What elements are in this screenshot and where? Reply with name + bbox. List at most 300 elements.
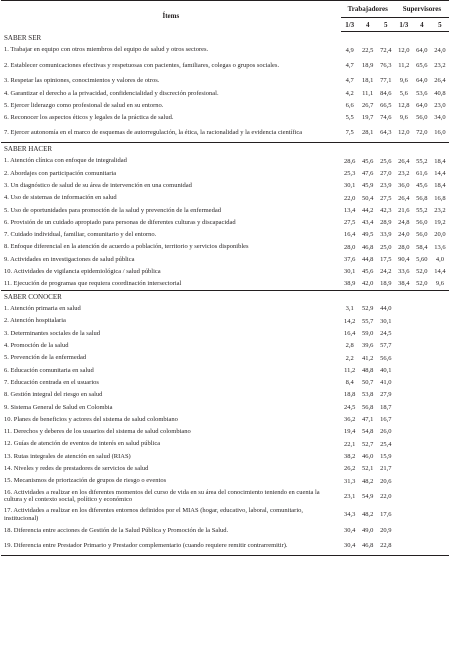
worker-percentage-cell: 27,5 (380, 194, 392, 202)
item-label: 2. Establecer comunicaciones efectivas y respetuosas con pacientes, familiares, colegas o grupos sociales. (4, 61, 280, 69)
supervisor-percentage-cell (431, 401, 449, 413)
supervisor-percentage-cell (395, 327, 413, 339)
worker-percentage-cell: 49,0 (362, 526, 374, 534)
supervisor-percentage-cell: 28,0 (398, 243, 410, 251)
supervisor-percentage-cell: 20,0 (434, 231, 446, 239)
table-row (1, 487, 449, 506)
section-header-row (1, 290, 449, 303)
worker-percentage-cell: 45,6 (362, 268, 374, 276)
item-label: 14. Niveles y redes de prestadores de servicios de salud (4, 465, 149, 473)
supervisor-percentage-cell (413, 450, 431, 462)
item-label: 6. Provisión de un cuidado apropiado para personas de diferentes culturas y discapacidad (4, 218, 236, 226)
supervisor-percentage-cell: 56,0 (416, 231, 428, 239)
worker-percentage-cell: 27,0 (380, 169, 392, 177)
worker-percentage-cell: 50,4 (362, 194, 374, 202)
worker-percentage-cell: 4,7 (345, 77, 354, 85)
worker-percentage-cell: 30,1 (380, 317, 392, 325)
table-row (1, 112, 449, 124)
supervisor-percentage-cell: 24,0 (398, 231, 410, 239)
supervisor-percentage-cell: 61,6 (416, 169, 428, 177)
worker-percentage-cell: 56,8 (362, 403, 374, 411)
scale-header: 1/3 (395, 18, 413, 32)
supervisor-percentage-cell: 26,4 (398, 194, 410, 202)
supervisor-percentage-cell: 12,0 (398, 129, 410, 137)
supervisor-percentage-cell: 52,0 (416, 268, 428, 276)
table-body (1, 32, 449, 556)
supervisor-percentage-cell (413, 463, 431, 475)
worker-percentage-cell: 26,7 (362, 102, 374, 110)
supervisor-percentage-cell (413, 389, 431, 401)
worker-percentage-cell: 46,0 (362, 452, 374, 460)
supervisor-percentage-cell (395, 524, 413, 536)
supervisor-percentage-cell (395, 352, 413, 364)
supervisor-percentage-cell (431, 450, 449, 462)
supervisor-percentage-cell: 9,6 (399, 77, 408, 85)
table-row (1, 426, 449, 438)
supervisor-percentage-cell: 23,2 (398, 169, 410, 177)
supervisor-percentage-cell: 26,4 (434, 77, 446, 85)
supervisor-percentage-cell (395, 364, 413, 376)
supervisor-percentage-cell (413, 364, 431, 376)
worker-percentage-cell: 25,6 (380, 157, 392, 165)
supervisor-percentage-cell: 23,2 (434, 206, 446, 214)
table-row (1, 340, 449, 352)
header-row-groups (1, 1, 449, 18)
supervisor-percentage-cell (431, 487, 449, 506)
worker-percentage-cell: 52,7 (362, 440, 374, 448)
supervisor-percentage-cell: 23,2 (434, 62, 446, 70)
supervisor-percentage-cell (431, 340, 449, 352)
worker-percentage-cell: 66,5 (380, 102, 392, 110)
worker-percentage-cell: 30,1 (344, 182, 356, 190)
table-row (1, 506, 449, 525)
worker-percentage-cell: 43,4 (362, 219, 374, 227)
item-label: 12. Guías de atención de eventos de interés en salud pública (4, 440, 161, 448)
supervisor-percentage-cell: 13,6 (434, 243, 446, 251)
worker-percentage-cell: 76,3 (380, 62, 392, 70)
supervisor-percentage-cell (431, 377, 449, 389)
table-row (1, 180, 449, 192)
item-label: 10. Planes de beneficios y actores del sistema de salud colombiano (4, 415, 178, 423)
worker-percentage-cell: 7,5 (345, 129, 354, 137)
supervisor-percentage-cell (395, 377, 413, 389)
item-label: 19. Diferencia entre Prestador Primario y Prestador complementario (cuando requiere remitir contrarremitir). (1, 537, 341, 556)
table-row (1, 167, 449, 179)
worker-percentage-cell: 5,5 (345, 114, 354, 122)
worker-percentage-cell: 34,3 (344, 511, 356, 519)
supervisor-percentage-cell: 4,0 (435, 256, 444, 263)
worker-percentage-cell: 45,9 (362, 182, 374, 190)
supervisor-percentage-cell: 18,4 (434, 182, 446, 190)
supervisor-percentage-cell (431, 389, 449, 401)
supervisor-percentage-cell (431, 475, 449, 487)
supervisor-percentage-cell: 45,6 (416, 182, 428, 190)
worker-percentage-cell: 28,9 (380, 219, 392, 227)
table-row (1, 155, 449, 167)
worker-percentage-cell: 38,9 (344, 280, 356, 288)
worker-percentage-cell: 18,9 (362, 62, 374, 70)
table-row (1, 229, 449, 241)
supervisor-percentage-cell: 64,0 (416, 77, 428, 85)
supervisor-percentage-cell: 5,6 (399, 89, 408, 97)
item-label: 18. Diferencia entre acciones de Gestión de la Salud Pública y Promoción de la Salud. (4, 526, 229, 534)
supervisor-percentage-cell (395, 506, 413, 525)
worker-percentage-cell: 22,0 (344, 194, 356, 202)
supervisor-percentage-cell (395, 303, 413, 315)
worker-percentage-cell: 18,8 (344, 391, 356, 399)
item-label: 11. Ejecución de programas que requiera coordinación intersectorial (4, 280, 182, 288)
supervisor-percentage-cell (395, 426, 413, 438)
item-label: 4. Promoción de la salud (4, 342, 69, 350)
supervisor-percentage-cell: 56,8 (416, 194, 428, 202)
supervisor-percentage-cell (395, 389, 413, 401)
worker-percentage-cell: 53,8 (362, 391, 374, 399)
worker-percentage-cell: 20,9 (380, 526, 392, 534)
supervisor-percentage-cell: 16,0 (434, 129, 446, 137)
worker-percentage-cell: 15,9 (380, 452, 392, 460)
worker-percentage-cell: 49,5 (362, 231, 374, 239)
table-row (1, 364, 449, 376)
item-label: 4. Uso de sistemas de información en salud (4, 194, 117, 202)
worker-percentage-cell: 4,7 (345, 62, 354, 70)
table-row (1, 438, 449, 450)
worker-percentage-cell: 25,3 (344, 169, 356, 177)
worker-percentage-cell: 22,8 (377, 537, 395, 556)
section-header-row (1, 32, 449, 45)
worker-percentage-cell: 40,1 (380, 366, 392, 374)
worker-percentage-cell: 77,1 (380, 77, 392, 85)
worker-percentage-cell: 18,7 (380, 403, 392, 411)
table-row (1, 327, 449, 339)
table-row (1, 266, 449, 278)
worker-percentage-cell: 18,1 (362, 77, 374, 85)
supervisor-percentage-cell (395, 413, 413, 425)
worker-percentage-cell: 22,0 (380, 492, 392, 500)
scale-header: 4 (413, 18, 431, 32)
item-label: 1. Atención clínica con enfoque de integralidad (4, 157, 127, 165)
table-row (1, 352, 449, 364)
competencies-table (1, 0, 449, 556)
worker-percentage-cell: 48,2 (362, 477, 374, 485)
worker-percentage-cell: 22,5 (362, 46, 374, 54)
worker-percentage-cell: 25,4 (380, 440, 392, 448)
worker-percentage-cell: 41,0 (380, 379, 392, 387)
worker-percentage-cell: 18,9 (380, 280, 392, 288)
worker-percentage-cell: 30,4 (344, 526, 356, 534)
worker-percentage-cell: 30,1 (344, 268, 356, 276)
supervisor-percentage-cell: 14,4 (434, 268, 446, 276)
worker-percentage-cell: 23,9 (380, 182, 392, 190)
worker-percentage-cell: 28,1 (362, 129, 374, 137)
worker-percentage-cell: 45,6 (362, 157, 374, 165)
worker-percentage-cell: 25,0 (380, 243, 392, 251)
supervisor-percentage-cell: 55,2 (416, 206, 428, 214)
item-label: 2. Abordajes con participación comunitaria (4, 169, 117, 177)
table-row (1, 241, 449, 253)
worker-percentage-cell: 23,1 (344, 492, 356, 500)
section-title: SABER CONOCER (1, 290, 449, 303)
supervisor-percentage-cell: 21,6 (398, 206, 410, 214)
worker-percentage-cell: 21,7 (380, 465, 392, 473)
supervisor-percentage-cell: 40,8 (434, 89, 446, 97)
worker-percentage-cell: 8,4 (345, 379, 354, 387)
table-row (1, 475, 449, 487)
supervisor-percentage-cell (395, 463, 413, 475)
supervisor-percentage-cell: 55,2 (416, 157, 428, 165)
worker-percentage-cell: 57,7 (380, 342, 392, 350)
worker-percentage-cell: 17,6 (380, 511, 392, 519)
item-label: 11. Derechos y deberes de los usuarios del sistema de salud colombiano (4, 428, 191, 436)
scale-header: 1/3 (341, 18, 359, 32)
worker-percentage-cell: 27,9 (380, 391, 392, 399)
supervisor-percentage-cell (413, 401, 431, 413)
item-label: 4. Garantizar el derecho a la privacidad, confidencialidad y discreción profesional. (4, 89, 219, 97)
worker-percentage-cell: 22,1 (344, 440, 356, 448)
table-row (1, 75, 449, 87)
table-row (1, 278, 449, 290)
item-label: 2. Atención hospitalaria (4, 317, 66, 325)
item-label: 15. Mecanismos de priorización de grupos de riesgo o eventos (4, 477, 167, 485)
supervisor-percentage-cell (413, 340, 431, 352)
item-label: 10. Actividades de vigilancia epidemiológica / salud pública (4, 268, 161, 276)
supervisor-percentage-cell (431, 426, 449, 438)
worker-percentage-cell: 41,2 (362, 354, 374, 362)
table-row (1, 377, 449, 389)
worker-percentage-cell: 74,6 (380, 114, 392, 122)
worker-percentage-cell: 6,6 (345, 102, 354, 110)
scale-header: 5 (377, 18, 395, 32)
supervisor-percentage-cell: 12,0 (398, 46, 410, 54)
worker-percentage-cell: 46,8 (359, 537, 377, 556)
supervisor-percentage-cell: 9,6 (399, 114, 408, 122)
table-row (1, 56, 449, 75)
supervisor-percentage-cell (413, 487, 431, 506)
worker-percentage-cell: 3,1 (345, 305, 354, 313)
items-column-header: Ítems (1, 1, 341, 32)
supervisor-percentage-cell (413, 524, 431, 536)
supervisor-percentage-cell (413, 426, 431, 438)
item-label: 3. Determinantes sociales de la salud (4, 329, 101, 337)
table-row (1, 389, 449, 401)
supervisor-percentage-cell (413, 352, 431, 364)
worker-percentage-cell: 50,7 (362, 379, 374, 387)
item-label: 9. Sistema General de Salud en Colombia (4, 403, 113, 411)
worker-percentage-cell: 55,7 (362, 317, 374, 325)
table-row (1, 315, 449, 327)
item-label: 6. Educación comunitaria en salud (4, 366, 94, 374)
supervisor-percentage-cell (431, 463, 449, 475)
supervisor-percentage-cell: 34,0 (434, 114, 446, 122)
worker-percentage-cell: 13,4 (344, 206, 356, 214)
supervisor-percentage-cell: 64,0 (416, 46, 428, 54)
worker-percentage-cell: 28,6 (344, 157, 356, 165)
supervisor-percentage-cell (431, 524, 449, 536)
supervisor-percentage-cell: 53,6 (416, 89, 428, 97)
scale-header: 5 (431, 18, 449, 32)
worker-percentage-cell: 26,0 (380, 428, 392, 436)
worker-percentage-cell: 28,0 (344, 243, 356, 251)
supervisor-percentage-cell: 24,8 (398, 219, 410, 227)
worker-percentage-cell: 54,9 (362, 492, 374, 500)
supervisor-percentage-cell (413, 475, 431, 487)
item-label: 17. Actividades a realizar en los diferentes entornos definidos por el MIAS (hogar, educativo, laboral, comunitario, institucional) (4, 507, 304, 522)
workers-group-header: Trabajadores (341, 1, 395, 18)
supervisor-percentage-cell (413, 377, 431, 389)
supervisor-percentage-cell: 16,8 (434, 194, 446, 202)
worker-percentage-cell: 30,4 (341, 537, 359, 556)
item-label: 3. Un diagnóstico de salud de su área de intervención en una comunidad (4, 181, 192, 189)
supervisor-percentage-cell (413, 506, 431, 525)
supervisor-percentage-cell (395, 450, 413, 462)
table-row (1, 253, 449, 265)
supervisor-percentage-cell (413, 438, 431, 450)
supervisor-percentage-cell (431, 364, 449, 376)
worker-percentage-cell: 54,8 (362, 428, 374, 436)
item-label: 1. Trabajar en equipo con otros miembros del equipo de salud y otros sectores. (4, 46, 209, 54)
supervisor-percentage-cell (431, 506, 449, 525)
supervisor-percentage-cell: 56,0 (416, 114, 428, 122)
worker-percentage-cell: 37,6 (344, 256, 356, 263)
supervisor-percentage-cell: 18,4 (434, 157, 446, 165)
supervisor-percentage-cell (395, 475, 413, 487)
supervisor-percentage-cell (413, 315, 431, 327)
supervisor-percentage-cell: 9,6 (435, 280, 444, 288)
worker-percentage-cell: 2,8 (345, 342, 354, 350)
item-label: 16. Actividades a realizar en los diferentes momentos del curso de vida en su área del conocimiento teniendo en cuenta la cultura y el contexto social, político y económico (4, 488, 320, 504)
worker-percentage-cell: 36,2 (344, 416, 356, 424)
supervisor-percentage-cell (395, 315, 413, 327)
item-label: 6. Reconocer los aspectos éticos y legales de la práctica de salud. (4, 114, 174, 122)
worker-percentage-cell: 84,6 (380, 89, 392, 97)
worker-percentage-cell: 47,1 (362, 416, 374, 424)
worker-percentage-cell: 38,2 (344, 452, 356, 460)
scale-header: 4 (359, 18, 377, 32)
item-label: 8. Enfoque diferencial en la atención de acuerdo a población, territorio y servicios disponibles (4, 243, 249, 251)
supervisor-percentage-cell: 56,0 (416, 219, 428, 227)
supervisor-percentage-cell (413, 327, 431, 339)
table-row (1, 124, 449, 143)
worker-percentage-cell: 42,3 (380, 206, 392, 214)
table-row (1, 401, 449, 413)
supervisor-percentage-cell (431, 537, 449, 556)
item-label: 3. Respetar las opiniones, conocimientos y valores de otros. (4, 77, 160, 85)
worker-percentage-cell: 44,2 (362, 206, 374, 214)
item-label: 5. Uso de oportunidades para promoción de la salud y prevención de la enfermedad (4, 206, 221, 214)
worker-percentage-cell: 16,4 (344, 329, 356, 337)
worker-percentage-cell: 16,4 (344, 231, 356, 239)
supervisor-percentage-cell: 72,0 (416, 129, 428, 137)
table-row (1, 413, 449, 425)
worker-percentage-cell: 56,6 (380, 354, 392, 362)
table-row (1, 44, 449, 56)
worker-percentage-cell: 52,9 (362, 305, 374, 313)
supervisor-percentage-cell: 26,4 (398, 157, 410, 165)
worker-percentage-cell: 48,2 (362, 511, 374, 519)
worker-percentage-cell: 4,9 (345, 46, 354, 54)
worker-percentage-cell: 64,3 (380, 129, 392, 137)
table-row (1, 450, 449, 462)
worker-percentage-cell: 14,2 (344, 317, 356, 325)
supervisor-percentage-cell (431, 327, 449, 339)
worker-percentage-cell: 44,0 (380, 305, 392, 313)
worker-percentage-cell: 24,5 (380, 329, 392, 337)
worker-percentage-cell: 48,8 (362, 366, 374, 374)
supervisor-percentage-cell: 19,2 (434, 219, 446, 227)
supervisors-group-header: Supervisores (395, 1, 449, 18)
supervisor-percentage-cell (431, 413, 449, 425)
item-label: 9. Actividades en investigaciones de salud pública (4, 255, 135, 263)
supervisor-percentage-cell (413, 413, 431, 425)
supervisor-percentage-cell (413, 303, 431, 315)
worker-percentage-cell: 19,4 (344, 428, 356, 436)
worker-percentage-cell: 46,8 (362, 243, 374, 251)
section-title: SABER HACER (1, 142, 449, 155)
worker-percentage-cell: 33,9 (380, 231, 392, 239)
supervisor-percentage-cell: 36,0 (398, 182, 410, 190)
supervisor-percentage-cell (395, 401, 413, 413)
worker-percentage-cell: 24,5 (344, 403, 356, 411)
supervisor-percentage-cell (431, 315, 449, 327)
supervisor-percentage-cell (395, 537, 413, 556)
supervisor-percentage-cell (395, 340, 413, 352)
supervisor-percentage-cell (431, 352, 449, 364)
supervisor-percentage-cell (431, 438, 449, 450)
item-label: 5. Prevención de la enfermedad (4, 354, 87, 362)
worker-percentage-cell: 39,6 (362, 342, 374, 350)
worker-percentage-cell: 31,3 (344, 477, 356, 485)
supervisor-percentage-cell: 33,6 (398, 268, 410, 276)
worker-percentage-cell: 24,2 (380, 268, 392, 276)
worker-percentage-cell: 44,8 (362, 256, 374, 263)
table-row (1, 537, 449, 556)
supervisor-percentage-cell: 11,2 (398, 62, 410, 70)
supervisor-percentage-cell (395, 487, 413, 506)
worker-percentage-cell: 59,0 (362, 329, 374, 337)
worker-percentage-cell: 4,2 (345, 89, 354, 97)
table-row (1, 87, 449, 99)
supervisor-percentage-cell (395, 438, 413, 450)
supervisor-percentage-cell (431, 303, 449, 315)
item-label: 7. Educación centrada en el usuarios (4, 378, 99, 386)
worker-percentage-cell: 17,5 (380, 256, 392, 263)
worker-percentage-cell: 16,7 (380, 416, 392, 424)
supervisor-percentage-cell: 14,4 (434, 169, 446, 177)
table-row (1, 216, 449, 228)
item-label: 7. Cuidado individual, familiar, comunitario y del entorno. (4, 231, 157, 239)
item-label: 13. Rutas integrales de atención en salud (RIAS) (4, 452, 131, 460)
worker-percentage-cell: 26,2 (344, 465, 356, 473)
table-row (1, 463, 449, 475)
section-title: SABER SER (4, 34, 42, 42)
table-row (1, 192, 449, 204)
supervisor-percentage-cell: 90,4 (398, 256, 410, 263)
worker-percentage-cell: 2,2 (345, 354, 354, 362)
item-label: 7. Ejercer autonomía en el marco de esquemas de autorregulación, la ética, la racionalidad y la evidencia científica (4, 129, 303, 137)
supervisor-percentage-cell: 52,0 (416, 280, 428, 288)
item-label: 1. Atención primaria en salud (4, 305, 81, 313)
supervisor-percentage-cell: 12,8 (398, 102, 410, 110)
supervisor-percentage-cell: 38,4 (398, 280, 410, 288)
worker-percentage-cell: 20,6 (380, 477, 392, 485)
supervisor-percentage-cell: 24,0 (434, 46, 446, 54)
worker-percentage-cell: 72,4 (380, 46, 392, 54)
supervisor-percentage-cell: 65,6 (416, 62, 428, 70)
worker-percentage-cell: 11,2 (344, 366, 356, 374)
worker-percentage-cell: 42,0 (362, 280, 374, 288)
item-label: 8. Gestión integral del riesgo en salud (4, 391, 103, 399)
worker-percentage-cell: 11,1 (362, 89, 374, 97)
worker-percentage-cell: 19,7 (362, 114, 374, 122)
